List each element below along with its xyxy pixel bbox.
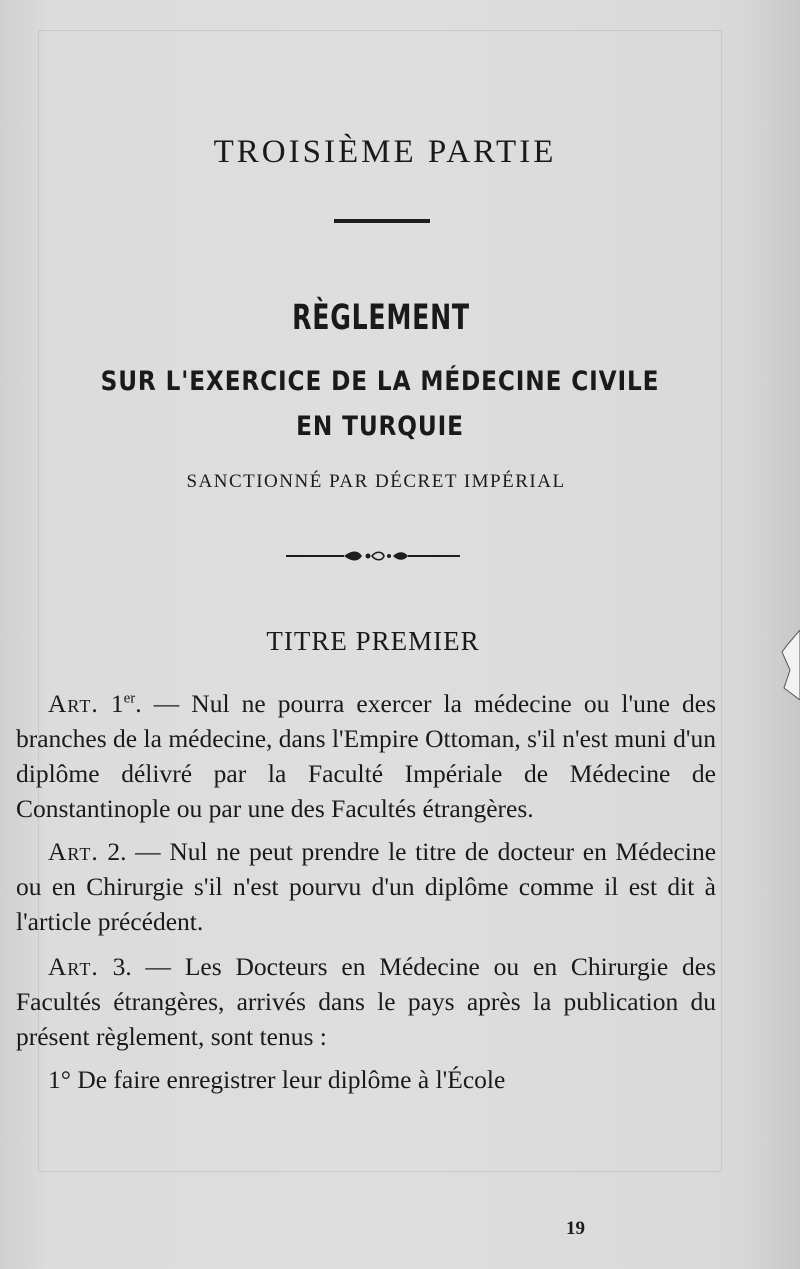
article-number-superscript: er	[123, 690, 136, 707]
list-item-text: De faire enregistrer leur diplôme à l'École	[70, 1065, 506, 1094]
article-text: . — Nul ne pourra exercer la médecine ou l'une des branches de la médecine, dans l'Empire Ottoman, s'il n'est muni d'un diplôme délivré par la Faculté Impériale de Médecine de Constantinople ou par une des Facultés étrangères.	[16, 689, 716, 823]
article-label: Art.	[48, 837, 99, 866]
article-number: 1	[110, 689, 124, 718]
section-title: TITRE PREMIER	[266, 626, 480, 656]
article-2	[16, 834, 716, 939]
article-number: 3.	[112, 952, 132, 981]
article-1	[16, 686, 716, 826]
subtitle-line-2: EN TURQUIE	[296, 411, 464, 442]
article-3	[16, 949, 716, 1054]
page-number: 19	[566, 1218, 585, 1239]
main-title: RÈGLEMENT	[292, 298, 470, 338]
article-text: — Nul ne peut prendre le titre de docteur en Médecine ou en Chirurgie s'il n'est pourvu d'un diplôme comme il est dit à l'article précédent.	[16, 837, 717, 936]
article-body	[16, 686, 716, 1105]
part-title: TROISIÈME PARTIE	[213, 134, 557, 170]
sanction-line: SANCTIONNÉ PAR DÉCRET IMPÉRIAL	[186, 471, 566, 492]
subtitle-line-1: SUR L'EXERCICE DE LA MÉDECINE CIVILE	[100, 366, 660, 397]
list-marker: 1°	[48, 1065, 71, 1094]
ornamental-divider-icon	[286, 548, 460, 564]
torn-edge-icon	[760, 630, 800, 700]
title-divider-rule	[334, 219, 430, 223]
article-number: 2.	[107, 837, 127, 866]
article-label: Art.	[48, 689, 99, 718]
article-label: Art.	[48, 952, 99, 981]
list-item-1	[16, 1062, 716, 1097]
article-text: — Les Docteurs en Médecine ou en Chirurgie des Facultés étrangères, arrivés dans le pays après la publication du présent règlement, sont tenus :	[16, 952, 717, 1051]
